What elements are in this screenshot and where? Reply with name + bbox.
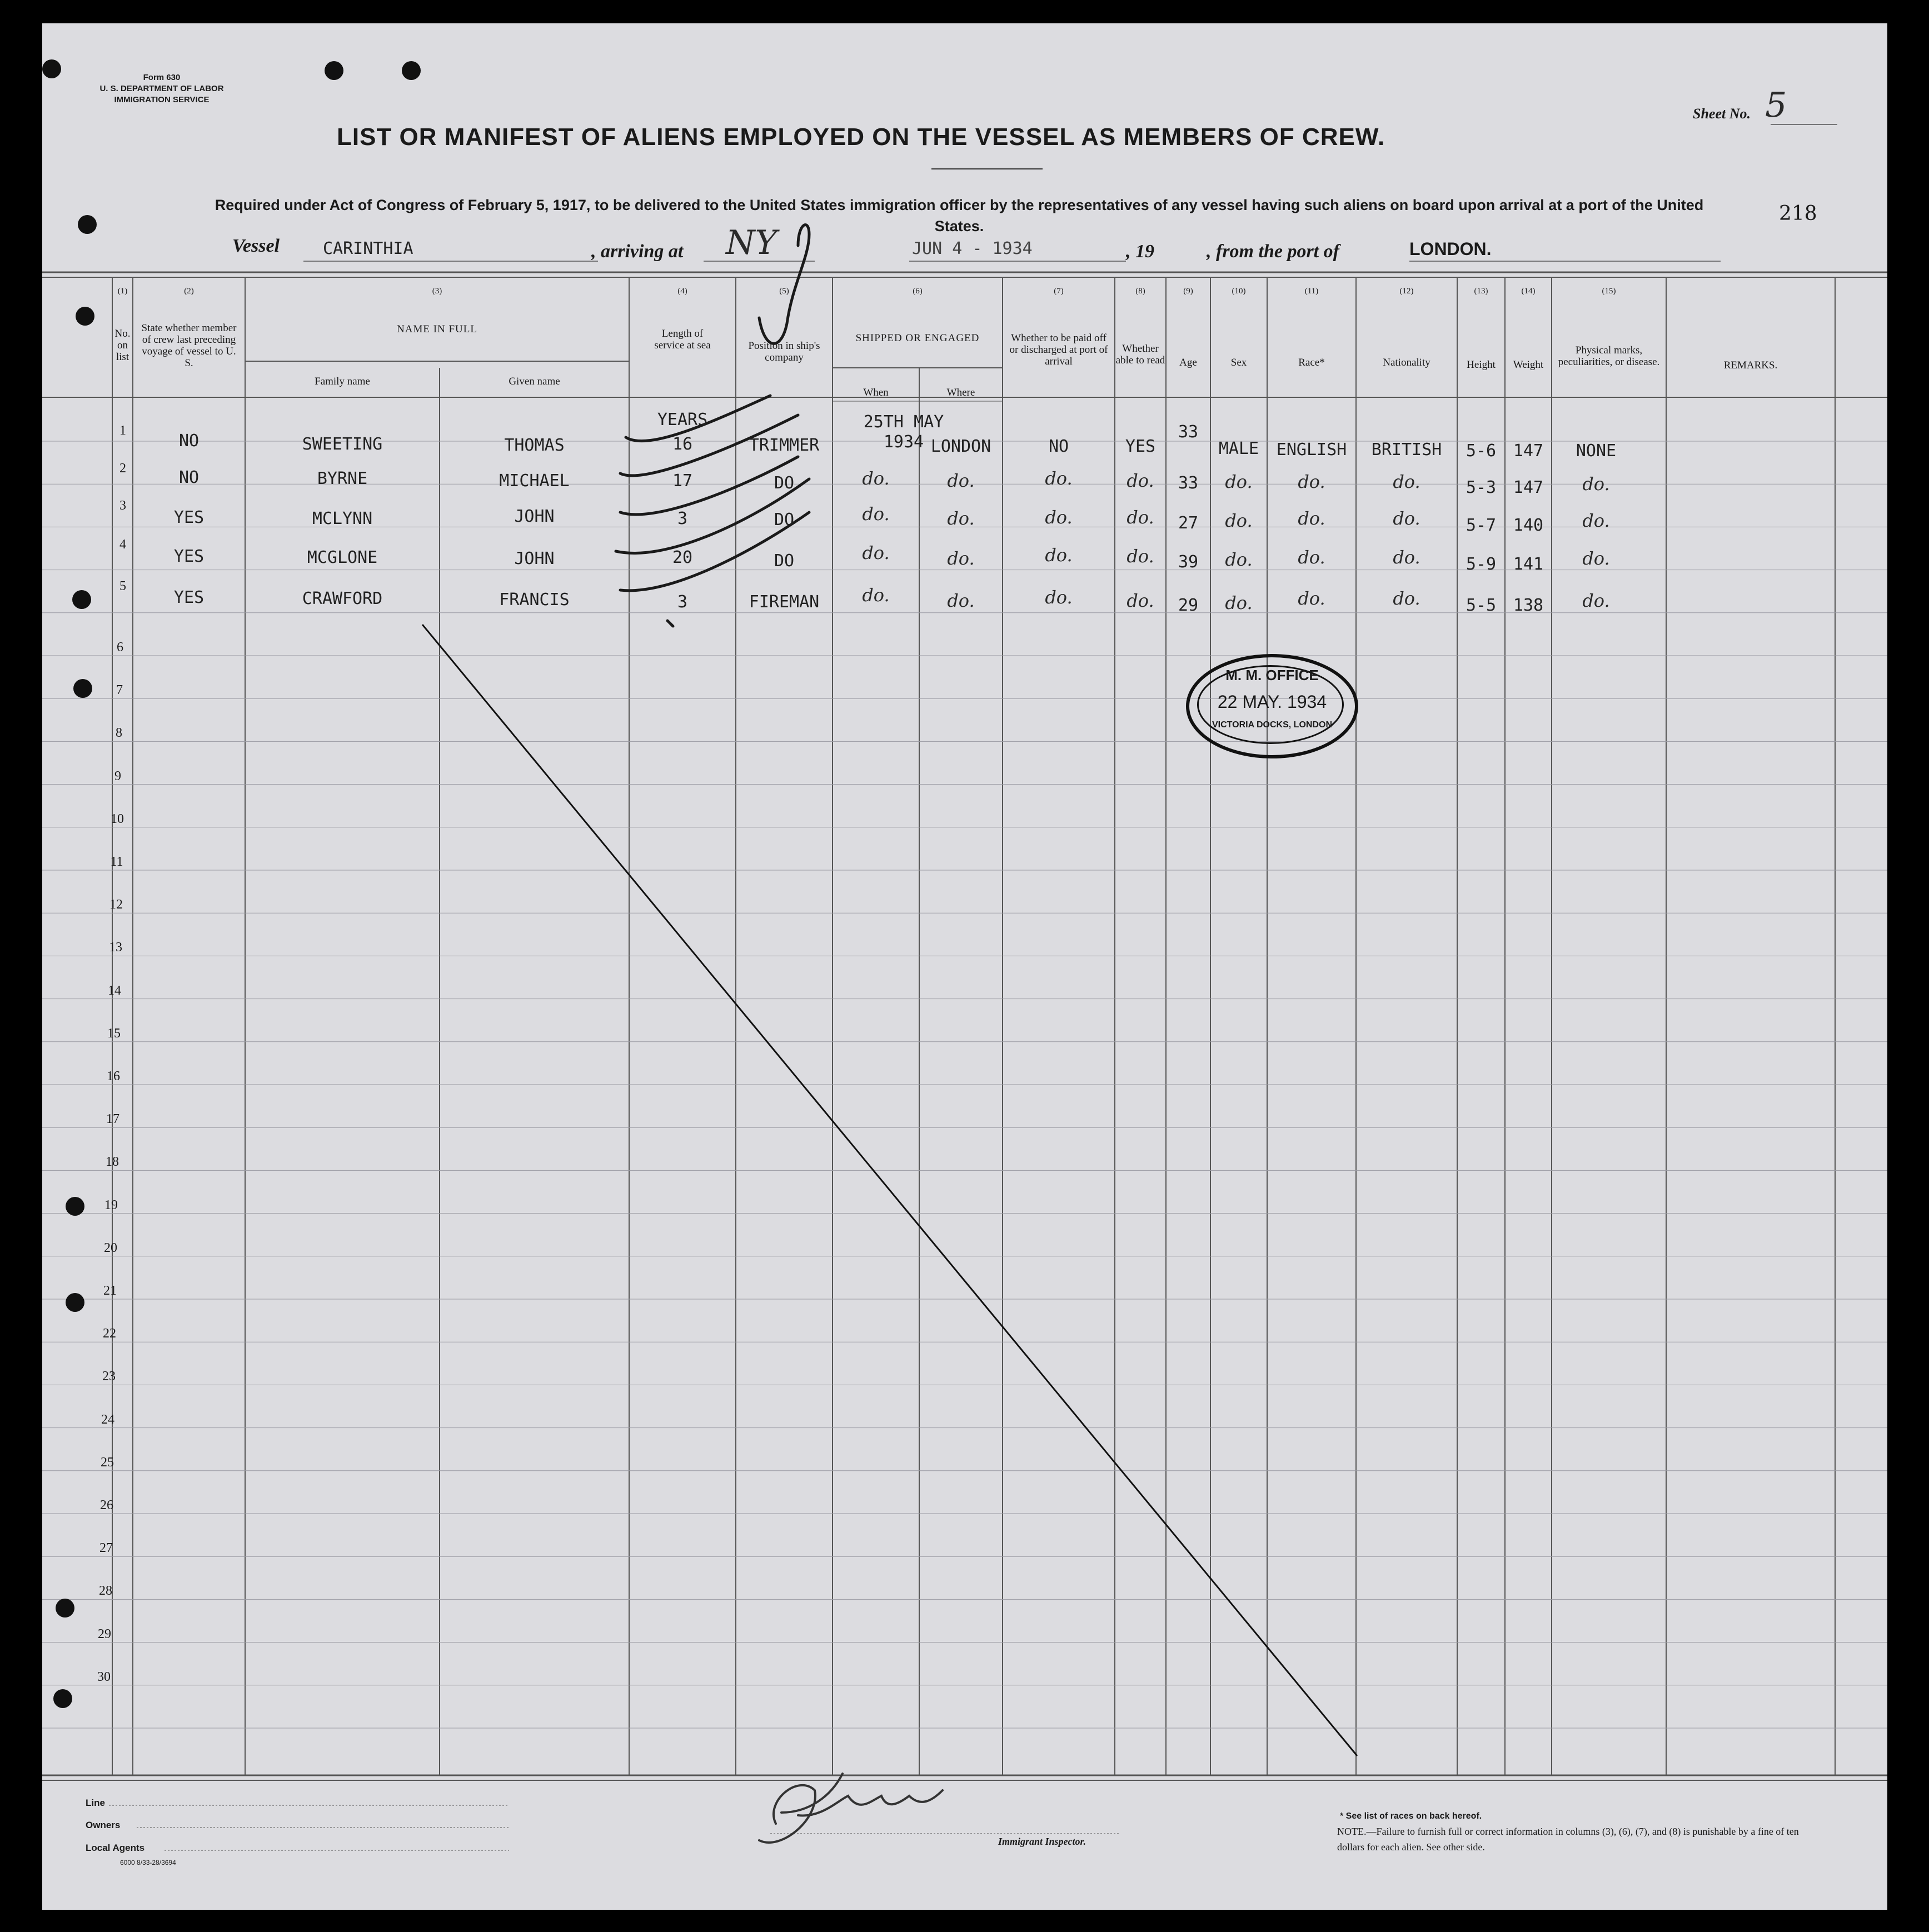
column-header-family-name: Family name — [315, 376, 370, 387]
arriving-label: , arriving at — [591, 241, 684, 262]
column-number: (8) — [1135, 287, 1145, 296]
row-number: 4 — [119, 537, 126, 552]
column-number: (6) — [913, 287, 923, 296]
print-code: 6000 8/33-28/3694 — [120, 1859, 176, 1866]
row-number: 20 — [104, 1241, 117, 1255]
cell-previous-voyage: YES — [173, 588, 205, 607]
row-number: 21 — [103, 1284, 117, 1298]
cell-height: 5-6 — [1466, 441, 1497, 461]
sheet-number: 5 — [1765, 84, 1787, 125]
cell-weight: 140 — [1513, 516, 1544, 535]
column-header-previous-voyage: State whether member of crew last preceding voyage of vessel to U. S. — [141, 322, 237, 369]
cell-height: 5-7 — [1466, 516, 1497, 535]
row-number: 27 — [99, 1541, 113, 1555]
row-number: 12 — [109, 897, 123, 912]
cell-when: do. — [862, 503, 890, 525]
row-number: 18 — [106, 1155, 119, 1169]
agents-label: Local Agents — [86, 1843, 145, 1853]
row-number: 10 — [111, 812, 124, 826]
punch-hole — [66, 1293, 84, 1312]
cell-paid-off: do. — [1045, 587, 1073, 608]
cell-given-name: JOHN — [514, 549, 555, 568]
vessel-name: CARINTHIA — [323, 239, 413, 258]
column-header-paid-off: Whether to be paid off or discharged at port of arrival — [1009, 332, 1108, 367]
cell-age: 33 — [1178, 473, 1199, 493]
row-number: 11 — [110, 855, 123, 869]
cell-position: FIREMAN — [749, 592, 820, 612]
cell-read: do. — [1127, 507, 1154, 528]
cell-height: 5-5 — [1466, 596, 1497, 615]
column-header-age: Age — [1179, 357, 1197, 368]
cell-read: do. — [1127, 546, 1154, 567]
column-number: (11) — [1304, 287, 1319, 296]
column-header-position: Position in ship's company — [748, 340, 820, 363]
row-number: 30 — [97, 1670, 111, 1684]
column-number: (13) — [1474, 287, 1488, 296]
department-name: U. S. DEPARTMENT OF LABOR — [99, 84, 224, 93]
cell-position: DO — [774, 510, 795, 530]
column-header-no: No. on list — [114, 328, 131, 363]
sheet-label: Sheet No. — [1693, 106, 1751, 122]
column-header-sex: Sex — [1230, 357, 1247, 368]
cell-race: do. — [1298, 471, 1325, 492]
penalty-note: NOTE.—Failure to furnish full or correct information in columns (3), (6), (7), and (8) is punishable by a fine of ten dollars for each alien. See other side. — [1337, 1826, 1799, 1853]
column-number: (5) — [779, 287, 789, 296]
row-number: 14 — [108, 984, 121, 998]
column-header-remarks: REMARKS. — [1723, 360, 1778, 371]
vessel-label: Vessel — [232, 236, 280, 256]
cell-paid-off: do. — [1045, 507, 1073, 528]
cell-where: do. — [947, 508, 975, 529]
date-stamp: JUN 4 - 1934 — [912, 239, 1033, 258]
cell-when: do. — [862, 542, 890, 563]
stamp-bottom-text: VICTORIA DOCKS, LONDON — [1212, 720, 1332, 730]
cell-position: DO — [774, 473, 795, 493]
owners-label: Owners — [86, 1820, 121, 1830]
row-number: 29 — [98, 1627, 111, 1641]
cell-previous-voyage: NO — [178, 431, 200, 451]
service-name: IMMIGRATION SERVICE — [114, 95, 210, 104]
row-number: 7 — [116, 683, 123, 697]
cell-age: 29 — [1178, 596, 1199, 615]
punch-hole — [402, 61, 421, 80]
cell-physical-marks: do. — [1582, 590, 1610, 611]
stamp-date: 22 MAY. 1934 — [1217, 692, 1327, 712]
cell-race: do. — [1298, 547, 1325, 568]
column-header-service: Length of service at sea — [654, 328, 711, 351]
cell-family-name: MCLYNN — [312, 509, 373, 528]
stamp-top-text: M. M. OFFICE — [1225, 667, 1319, 683]
cell-previous-voyage: NO — [178, 468, 200, 487]
from-port: LONDON. — [1409, 239, 1492, 259]
column-number: (3) — [432, 287, 442, 296]
column-number: (14) — [1521, 287, 1536, 296]
row-number: 2 — [119, 461, 126, 476]
punch-hole — [73, 679, 92, 698]
column-header-when: When — [863, 387, 889, 398]
page-title: LIST OR MANIFEST OF ALIENS EMPLOYED ON THE VESSEL AS MEMBERS OF CREW. — [337, 123, 1385, 151]
cell-family-name: SWEETING — [302, 435, 383, 454]
punch-hole — [72, 590, 91, 609]
column-number: (1) — [117, 287, 128, 296]
form-rules — [42, 23, 1887, 1910]
column-header-height: Height — [1467, 359, 1496, 371]
punch-hole — [76, 307, 94, 326]
column-number: (10) — [1232, 287, 1246, 296]
row-number: 8 — [116, 726, 122, 740]
column-header-nationality: Nationality — [1383, 357, 1430, 368]
row-number: 13 — [109, 940, 122, 955]
row-number: 15 — [107, 1026, 121, 1041]
from-label: , from the port of — [1207, 241, 1339, 262]
cell-sex: MALE — [1218, 439, 1259, 458]
cell-where: do. — [947, 548, 975, 569]
row-number: 5 — [119, 579, 126, 593]
cell-when: do. — [862, 468, 890, 489]
cell-position: DO — [774, 551, 795, 571]
cancel-line — [422, 625, 1357, 1756]
column-header-weight: Weight — [1513, 359, 1544, 371]
column-header-shipped: SHIPPED OR ENGAGED — [855, 332, 980, 344]
cell-service: 16 — [672, 435, 693, 454]
row-number: 9 — [114, 769, 121, 783]
inspector-label: Immigrant Inspector. — [998, 1836, 1086, 1847]
cell-weight: 138 — [1513, 596, 1544, 615]
column-header-where: Where — [946, 387, 975, 398]
row-number: 22 — [103, 1326, 116, 1341]
page-number: 218 — [1779, 202, 1817, 225]
cell-read: do. — [1127, 470, 1154, 491]
cell-physical-marks: do. — [1582, 548, 1610, 569]
cell-sex: do. — [1225, 510, 1253, 531]
form-number: Form 630 — [143, 73, 181, 82]
row-number: 19 — [104, 1198, 118, 1212]
cell-age: 39 — [1178, 552, 1199, 572]
cell-service: 3 — [677, 592, 688, 612]
cell-service: 20 — [672, 548, 693, 567]
cell-physical-marks: do. — [1582, 473, 1610, 495]
cell-where: do. — [947, 590, 975, 611]
cell-nationality: do. — [1393, 547, 1420, 568]
column-header-physical-marks: Physical marks, peculiarities, or disease. — [1558, 345, 1660, 368]
cell-given-name: MICHAEL — [499, 471, 570, 491]
cell-height: 5-9 — [1466, 555, 1497, 574]
row-number: 17 — [106, 1112, 119, 1126]
cell-service: 17 — [672, 471, 693, 491]
cell-family-name: CRAWFORD — [302, 589, 383, 608]
arriving-port: NY — [726, 223, 777, 262]
cell-physical-marks: NONE — [1576, 441, 1617, 461]
cell-paid-off: NO — [1048, 437, 1069, 456]
cell-read: YES — [1125, 437, 1156, 456]
cell-previous-voyage: YES — [173, 547, 205, 566]
cell-position: TRIMMER — [749, 436, 820, 455]
cell-where: do. — [947, 470, 975, 491]
cell-given-name: FRANCIS — [499, 590, 570, 610]
punch-hole — [78, 215, 97, 234]
cell-sex: do. — [1225, 549, 1253, 570]
cell-nationality: do. — [1393, 508, 1420, 529]
year-label: , 19 — [1126, 241, 1154, 262]
cell-race: do. — [1298, 508, 1325, 529]
row-number: 26 — [100, 1498, 113, 1512]
cell-nationality: do. — [1393, 471, 1420, 492]
row-number: 6 — [117, 640, 123, 655]
column-header-name: NAME IN FULL — [397, 323, 477, 335]
cell-where: LONDON — [930, 437, 991, 456]
cell-race: do. — [1298, 588, 1325, 609]
punch-hole — [66, 1197, 84, 1216]
page-subtitle: Required under Act of Congress of February 5, 1917, to be delivered to the United States immigration officer by the representatives of any vessel having such aliens on board upon arrival at a port of the United States. — [215, 197, 1704, 234]
row-number: 16 — [107, 1069, 120, 1084]
cell-sex: do. — [1225, 471, 1253, 492]
cell-family-name: BYRNE — [317, 469, 368, 488]
cell-paid-off: do. — [1045, 545, 1073, 566]
cell-race: ENGLISH — [1276, 440, 1347, 460]
punch-hole — [53, 1689, 72, 1708]
cell-age: 27 — [1178, 513, 1199, 533]
column-number: (7) — [1054, 287, 1064, 296]
cell-nationality: do. — [1393, 588, 1420, 609]
row-number: 28 — [99, 1584, 112, 1598]
cell-paid-off: do. — [1045, 468, 1073, 489]
row-number: 24 — [101, 1412, 114, 1427]
cell-age: 33 — [1178, 422, 1199, 442]
column-header-race: Race* — [1298, 357, 1325, 368]
cell-sex: do. — [1225, 592, 1253, 613]
cell-when: 25TH MAY 1934 — [863, 412, 944, 452]
line-label: Line — [86, 1798, 105, 1808]
column-header-read: Whether able to read — [1115, 343, 1165, 366]
column-number: (2) — [184, 287, 194, 296]
column-number: (9) — [1183, 287, 1193, 296]
cell-physical-marks: do. — [1582, 510, 1610, 531]
row-number: 25 — [101, 1455, 114, 1470]
cell-height: 5-3 — [1466, 478, 1497, 497]
column-header-given-name: Given name — [509, 376, 560, 387]
cell-given-name: THOMAS — [504, 436, 565, 455]
manifest-sheet — [42, 23, 1887, 1910]
cell-service-unit: YEARS — [657, 410, 708, 430]
cell-nationality: BRITISH — [1371, 440, 1442, 460]
column-number: (12) — [1399, 287, 1414, 296]
cell-given-name: JOHN — [514, 507, 555, 526]
cell-previous-voyage: YES — [173, 508, 205, 527]
punch-hole — [42, 59, 61, 78]
cell-weight: 147 — [1513, 478, 1544, 497]
cell-service: 3 — [677, 509, 688, 528]
row-number: 23 — [102, 1369, 116, 1384]
cell-family-name: MCGLONE — [307, 548, 378, 567]
punch-hole — [56, 1599, 74, 1618]
column-number: (15) — [1602, 287, 1616, 296]
form-header — [95, 72, 228, 106]
column-number: (4) — [677, 287, 687, 296]
cell-weight: 147 — [1513, 441, 1544, 461]
cell-when: do. — [862, 585, 890, 606]
cell-weight: 141 — [1513, 555, 1544, 574]
races-footnote: * See list of races on back hereof. — [1340, 1811, 1482, 1821]
row-number: 3 — [119, 498, 126, 513]
punch-hole — [325, 61, 343, 80]
cell-read: do. — [1127, 590, 1154, 611]
row-number: 1 — [119, 423, 126, 438]
